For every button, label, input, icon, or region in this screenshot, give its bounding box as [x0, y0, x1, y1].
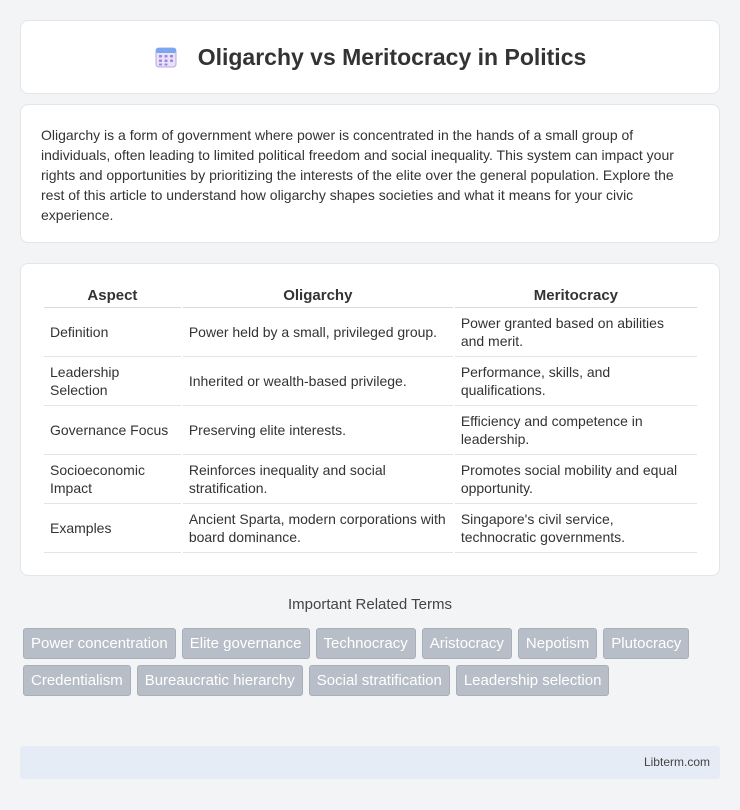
column-header-oligarchy: Oligarchy: [183, 284, 453, 308]
header-card: [20, 20, 720, 94]
table-cell-meritocracy: Singapore's civil service, technocratic governments.: [455, 504, 697, 553]
related-term-tag[interactable]: Plutocracy: [603, 628, 689, 659]
table-cell-meritocracy: Performance, skills, and qualifications.: [455, 357, 697, 406]
related-term-tag[interactable]: Elite governance: [182, 628, 310, 659]
table-row: [44, 406, 697, 455]
column-header-aspect: Aspect: [44, 284, 181, 308]
table-header-row: [44, 284, 697, 308]
table-cell-aspect: Examples: [44, 504, 181, 553]
page-title: Oligarchy vs Meritocracy in Politics: [197, 43, 587, 70]
intro-card: [20, 104, 720, 243]
table-cell-aspect: Socioeconomic Impact: [44, 455, 181, 504]
column-header-meritocracy: Meritocracy: [455, 284, 697, 308]
table-cell-aspect: Governance Focus: [44, 406, 181, 455]
table-cell-oligarchy: Inherited or wealth-based privilege.: [183, 357, 453, 406]
table-row: [44, 357, 697, 406]
related-terms-list: [23, 628, 723, 702]
related-term-tag[interactable]: Credentialism: [23, 665, 131, 696]
calendar-icon: [154, 45, 178, 69]
comparison-table: [42, 284, 699, 553]
related-term-tag[interactable]: Social stratification: [309, 665, 450, 696]
related-term-tag[interactable]: Aristocracy: [422, 628, 512, 659]
related-term-tag[interactable]: Nepotism: [518, 628, 597, 659]
footer-site-link[interactable]: Libterm.com: [643, 755, 710, 769]
intro-text: Oligarchy is a form of government where power is concentrated in the hands of a small group of individuals, often leading to limited political freedom and social inequality. This system can impact your rights and opportunities by prioritizing the interests of the elite over the general population. Explore the rest of this article to understand how oligarchy shapes societies and what it means for your civic experience.: [41, 127, 674, 223]
table-cell-oligarchy: Reinforces inequality and social stratification.: [183, 455, 453, 504]
table-cell-oligarchy: Ancient Sparta, modern corporations with board dominance.: [183, 504, 453, 553]
table-cell-aspect: Definition: [44, 308, 181, 357]
related-term-tag[interactable]: Technocracy: [316, 628, 416, 659]
table-row: [44, 504, 697, 553]
table-cell-oligarchy: Power held by a small, privileged group.: [183, 308, 453, 357]
table-cell-meritocracy: Promotes social mobility and equal opportunity.: [455, 455, 697, 504]
table-row: [44, 308, 697, 357]
table-cell-meritocracy: Efficiency and competence in leadership.: [455, 406, 697, 455]
table-cell-aspect: Leadership Selection: [44, 357, 181, 406]
related-term-tag[interactable]: Bureaucratic hierarchy: [137, 665, 303, 696]
table-cell-oligarchy: Preserving elite interests.: [183, 406, 453, 455]
table-cell-meritocracy: Power granted based on abilities and merit.: [455, 308, 697, 357]
related-term-tag[interactable]: Leadership selection: [456, 665, 610, 696]
footer: [20, 746, 720, 779]
related-term-tag[interactable]: Power concentration: [23, 628, 176, 659]
comparison-table-card: [20, 263, 720, 576]
table-row: [44, 455, 697, 504]
related-terms-heading: Important Related Terms: [288, 596, 452, 613]
